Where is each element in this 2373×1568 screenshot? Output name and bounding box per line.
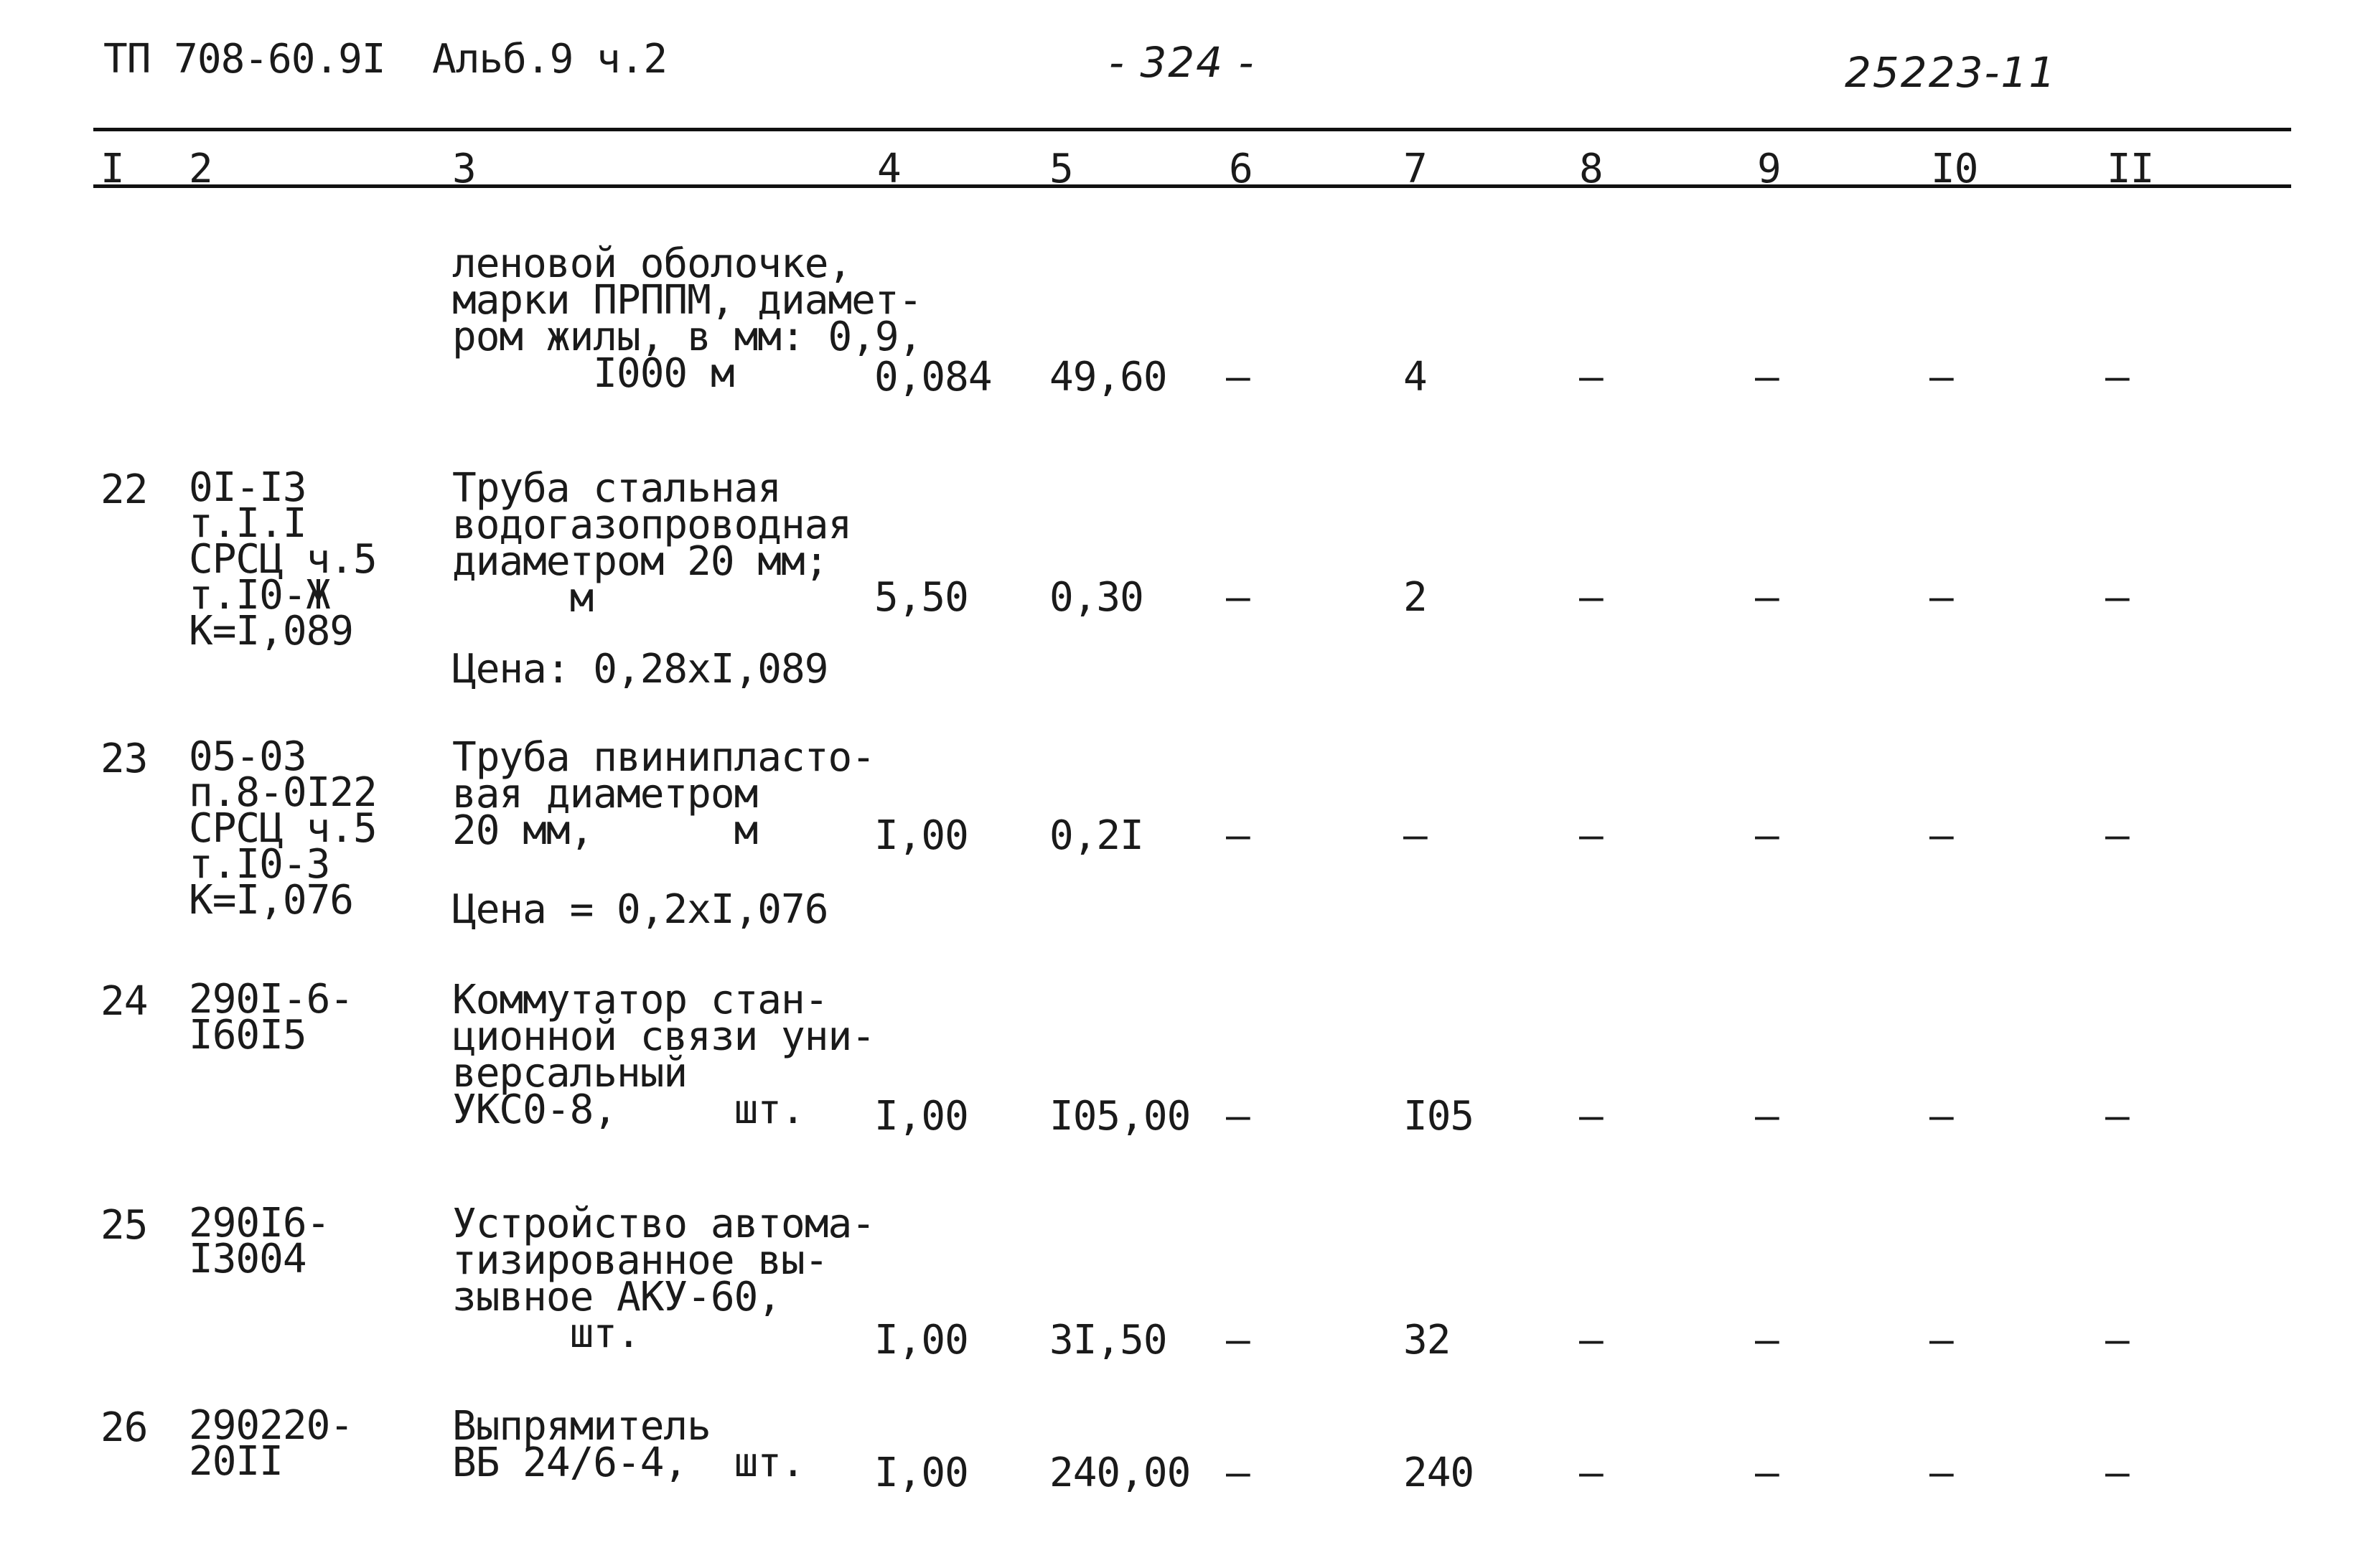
column-header: I	[100, 146, 124, 192]
item-description: леновой оболочке, марки ПРППМ, диамет- ром жилы, в мм: 0,9, I000 м	[452, 240, 922, 397]
column-6-cell: –	[1226, 812, 1250, 859]
column-11-cell: –	[2105, 1450, 2129, 1496]
column-header: 2	[189, 146, 212, 192]
column-header: 9	[1757, 146, 1781, 192]
column-header: II	[2107, 146, 2154, 192]
column-10-cell: –	[1929, 574, 1953, 621]
item-description: Труба стальная водогазопроводная диаметром 20 мм; м	[452, 465, 852, 621]
column-8-cell: –	[1579, 812, 1603, 859]
column-11-cell: –	[2105, 812, 2129, 859]
column-header: 6	[1229, 146, 1253, 192]
rate-code: 290I6- I3004	[189, 1200, 330, 1282]
column-9-cell: –	[1755, 1093, 1779, 1140]
unit-price-cell: 0,30	[1049, 574, 1143, 621]
column-9-cell: –	[1755, 1317, 1779, 1363]
price-note: Цена = 0,2хI,076	[452, 886, 828, 933]
column-8-cell: –	[1579, 1450, 1603, 1496]
document-id: ТП 708-60.9I	[103, 36, 385, 83]
column-header: 8	[1579, 146, 1603, 192]
unit-price-cell: 0,2I	[1049, 812, 1143, 859]
quantity-cell: 0,084	[874, 354, 992, 400]
item-description: Коммутатор стан- ционной связи уни- версальный УКС0-8, шт.	[452, 977, 875, 1133]
column-9-cell: –	[1755, 354, 1779, 400]
column-9-cell: –	[1755, 1450, 1779, 1496]
item-description: Труба пвинипласто- вая диаметром 20 мм, м	[452, 734, 875, 854]
total-cell: –	[1403, 812, 1427, 859]
column-header: 5	[1049, 146, 1073, 192]
total-cell: I05	[1403, 1093, 1474, 1140]
column-8-cell: –	[1579, 1317, 1603, 1363]
total-cell: 4	[1403, 354, 1427, 400]
column-9-cell: –	[1755, 812, 1779, 859]
rate-code: 290I-6- I60I5	[189, 976, 354, 1058]
column-11-cell: –	[2105, 1093, 2129, 1140]
column-10-cell: –	[1929, 812, 1953, 859]
quantity-cell: I,00	[874, 1450, 968, 1496]
column-8-cell: –	[1579, 1093, 1603, 1140]
total-cell: 2	[1403, 574, 1427, 621]
column-10-cell: –	[1929, 1450, 1953, 1496]
column-11-cell: –	[2105, 354, 2129, 400]
total-cell: 240	[1403, 1450, 1474, 1496]
column-8-cell: –	[1579, 354, 1603, 400]
total-cell: 32	[1403, 1317, 1451, 1363]
column-6-cell: –	[1226, 1317, 1250, 1363]
unit-price-cell: 240,00	[1049, 1450, 1191, 1496]
quantity-cell: 5,50	[874, 574, 968, 621]
row-number: 25	[100, 1202, 148, 1249]
quantity-cell: I,00	[874, 1317, 968, 1363]
column-10-cell: –	[1929, 1093, 1953, 1140]
top-rule	[93, 128, 2291, 131]
column-6-cell: –	[1226, 354, 1250, 400]
column-10-cell: –	[1929, 1317, 1953, 1363]
column-11-cell: –	[2105, 574, 2129, 621]
row-number: 23	[100, 736, 148, 782]
row-number: 26	[100, 1404, 148, 1451]
album-reference: Альб.9 ч.2	[432, 36, 668, 83]
column-header: I0	[1931, 146, 1978, 192]
quantity-cell: I,00	[874, 812, 968, 859]
column-6-cell: –	[1226, 574, 1250, 621]
row-number: 24	[100, 978, 148, 1025]
column-header: 3	[452, 146, 476, 192]
page-number: - 324 -	[1109, 38, 1255, 87]
row-number: 22	[100, 466, 148, 513]
column-6-cell: –	[1226, 1450, 1250, 1496]
column-8-cell: –	[1579, 574, 1603, 621]
quantity-cell: I,00	[874, 1093, 968, 1140]
rate-code: 05-03 п.8-0I22 СРСЦ ч.5 т.I0-3 К=I,076	[189, 733, 377, 924]
column-header: 7	[1403, 146, 1427, 192]
column-header: 4	[877, 146, 901, 192]
unit-price-cell: 3I,50	[1049, 1317, 1167, 1363]
column-11-cell: –	[2105, 1317, 2129, 1363]
item-description: Выпрямитель ВБ 24/6-4, шт.	[452, 1403, 805, 1486]
column-6-cell: –	[1226, 1093, 1250, 1140]
price-note: Цена: 0,28хI,089	[452, 646, 828, 693]
item-description: Устройство автома- тизированное вы- зывное АКУ-60, шт.	[452, 1201, 875, 1357]
unit-price-cell: 49,60	[1049, 354, 1167, 400]
unit-price-cell: I05,00	[1049, 1093, 1191, 1140]
rate-code: 0I-I3 т.I.I СРСЦ ч.5 т.I0-Ж К=I,089	[189, 464, 377, 654]
rate-code: 290220- 20II	[189, 1402, 354, 1485]
column-9-cell: –	[1755, 574, 1779, 621]
sheet-code: 25223-11	[1845, 48, 2057, 97]
column-10-cell: –	[1929, 354, 1953, 400]
